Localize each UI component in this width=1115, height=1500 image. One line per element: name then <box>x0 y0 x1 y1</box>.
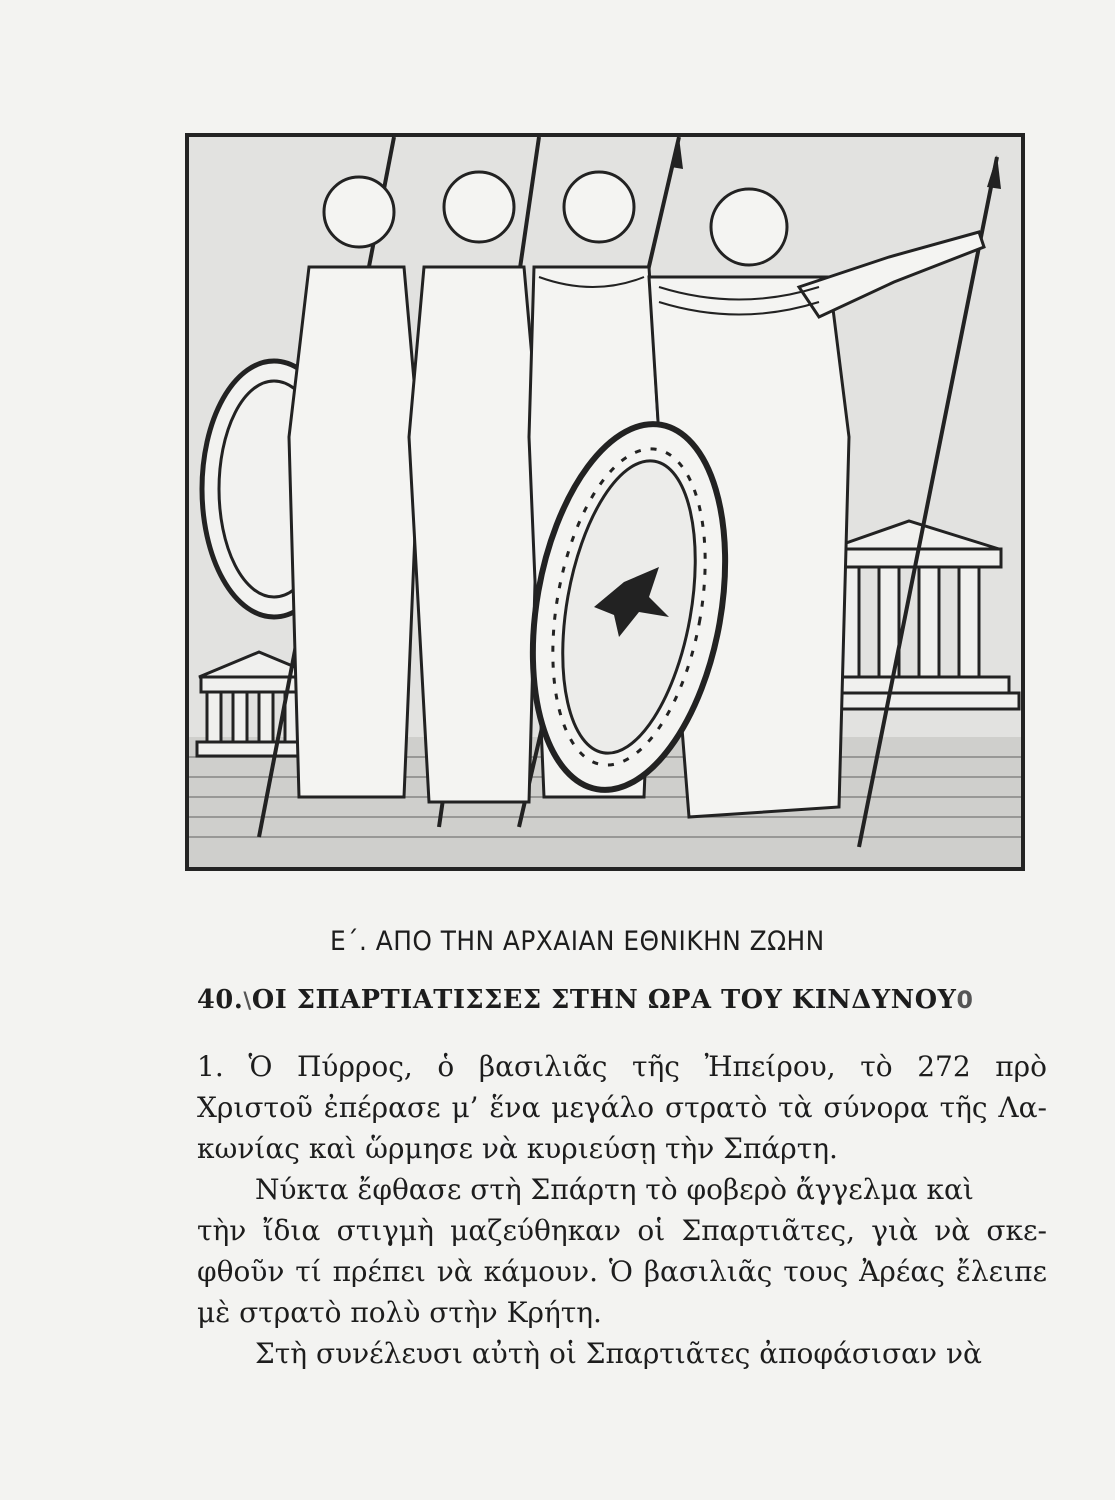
chapter-heading: 40.\ΟΙ ΣΠΑΡΤΙΑΤΙΣΣΕΣ ΣΤΗΝ ΩΡΑ ΤΟΥ ΚΙΝΔΥΝΟΥ0 <box>197 985 974 1015</box>
spartan-women-illustration <box>185 133 1025 871</box>
body-line: φθοῦν τί πρέπει νὰ κάμουν. Ὁ βασιλιᾶς τους Ἀρέας ἔλειπε <box>197 1255 1047 1288</box>
body-line: κωνίας καὶ ὥρμησε νὰ κυριεύσῃ τὴν Σπάρτη. <box>197 1132 838 1165</box>
body-line: Χριστοῦ ἐπέρασε μ’ ἕνα μεγάλο στρατὸ τὰ σύνορα τῆς Λα- <box>197 1091 1047 1124</box>
body-line: μὲ στρατὸ πολὺ στὴν Κρήτη. <box>197 1296 602 1329</box>
body-line: 1. Ὁ Πύρρος, ὁ βασιλιᾶς τῆς Ἠπείρου, τὸ 272 πρὸ <box>197 1050 1047 1083</box>
chapter-title: ΟΙ ΣΠΑΡΤΙΑΤΙΣΣΕΣ ΣΤΗΝ ΩΡΑ ΤΟΥ ΚΙΝΔΥΝΟΥ <box>251 985 957 1015</box>
body-line: Στὴ συνέλευσι αὐτὴ οἱ Σπαρτιᾶτες ἀποφάσισαν νὰ <box>255 1337 982 1370</box>
body-line: Νύκτα ἔφθασε στὴ Σπάρτη τὸ φοβερὸ ἄγγελμα καὶ <box>255 1173 974 1206</box>
body-line: τὴν ἴδια στιγμὴ μαζεύθηκαν οἱ Σπαρτιᾶτες, γιὰ νὰ σκε- <box>197 1214 1047 1247</box>
chapter-number: 40. <box>197 985 244 1015</box>
section-title: Ε΄. ΑΠΟ ΤΗΝ ΑΡΧΑΙΑΝ ΕΘΝΙΚΗΝ ΖΩΗΝ <box>330 926 825 957</box>
